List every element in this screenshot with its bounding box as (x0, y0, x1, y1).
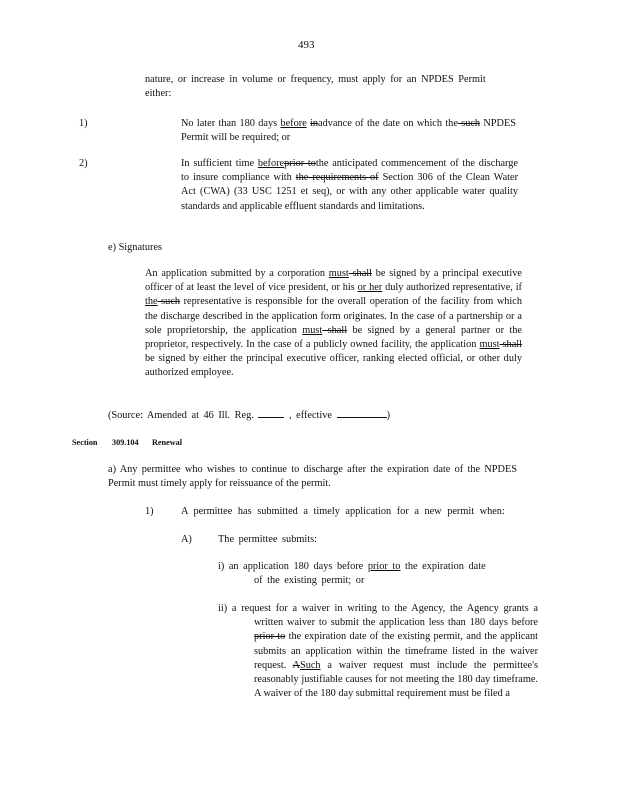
page-number: 493 (298, 39, 315, 51)
renewal-ii-text: ii) a request for a waiver in writing to the Agency, the Agency grants a written waiver to submit the application less than 180 days before prior to the expiration date of the existing permit, and the applicant submits an application within the timeframe listed in the waiver request. ASuch a waiver request must include the permittee's reasonably justifiable causes for not meeting the 180 day timeframe. A waiver of the 180 day submittal requirement must be filed a (218, 603, 538, 700)
renewal-1-number: 1) (145, 506, 154, 517)
deletion: A (292, 659, 300, 671)
item-1-number: 1) (79, 118, 88, 129)
insertion: before (257, 158, 285, 169)
deletion: the requirements of (295, 172, 379, 184)
source-line: (Source: Amended at 46 Ill. Reg. , effective ) (108, 407, 390, 423)
item-2-text: In sufficient time beforeprior tothe anticipated commencement of the discharge to insure compliance with the requirements of Section 306 of the Clean Water Act (CWA) (33 USC 1251 et seq), or with any other applicable water quality standards and applicable effluent standards and limitations. (181, 158, 519, 212)
item-2-number: 2) (79, 158, 88, 169)
insertion: must (328, 268, 349, 279)
deletion: prior to (254, 631, 286, 643)
renewal-i-line-2: of the existing permit; or (254, 575, 365, 586)
insertion: the (145, 296, 158, 308)
insertion: Such (299, 659, 321, 671)
insertion: prior to (367, 561, 401, 572)
renewal-a-text: a) Any permittee who wishes to continue to discharge after the expiration date of the NPDES Permit must timely apply for reissuance of the permit. (108, 464, 517, 490)
insertion: must (302, 324, 323, 336)
signatures-paragraph: An application submitted by a corporation must shall be signed by a principal executive officer of at least the level of vice president, or his or her duly authorized representative, if the such representative is responsible for the overall operation of the facility from which the discharge described in the application form originates. In the case of a partnership or a sole proprietorship, the application must shall be signed by a general partner or the proprietor, respectively. In the case of a publicly owned facility, the application must shall be signed by either the principal executive officer, ranking elected official, or other duly authorized employee. (145, 268, 522, 379)
insertion: before (280, 118, 307, 129)
insertion: or her (357, 282, 383, 294)
deletion: shall (499, 339, 522, 351)
intro-line-2: either: (145, 88, 172, 99)
deletion: such (457, 118, 481, 129)
signatures-heading: e) Signatures (108, 242, 163, 253)
blank-effective-date (337, 407, 387, 418)
deletion: shall (322, 324, 348, 336)
renewal-1-text: A permittee has submitted a timely application for a new permit when: (181, 506, 505, 517)
section-number: 309.104 (112, 438, 139, 447)
intro-line-1: nature, or increase in volume or frequency, must apply for an NPDES Permit (145, 74, 486, 85)
blank-register-page (258, 407, 284, 418)
section-title: Renewal (152, 438, 183, 447)
deletion: shall (348, 268, 372, 279)
renewal-A-number: A) (181, 534, 192, 545)
renewal-A-text: The permittee submits: (218, 534, 317, 545)
renewal-i-line-1: i) an application 180 days before prior to the expiration date (218, 561, 486, 572)
deletion: in (310, 118, 319, 129)
deletion: such (157, 296, 181, 308)
deletion: prior to (284, 158, 316, 169)
item-1-text: No later than 180 days before inadvance of the date on which the such NPDES Permit will be required; or (181, 118, 516, 144)
insertion: must (479, 339, 500, 351)
section-label: Section (72, 438, 98, 447)
